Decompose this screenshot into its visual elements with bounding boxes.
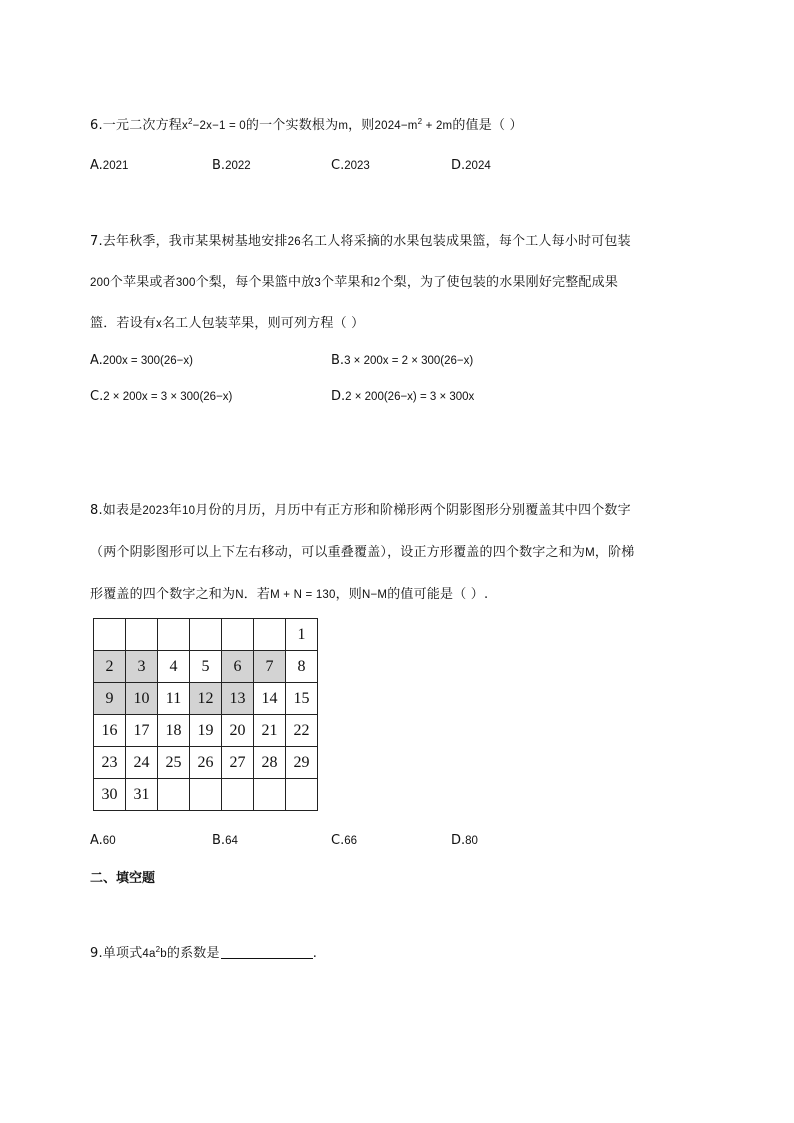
calendar-cell-empty xyxy=(222,779,254,811)
calendar-cell-28: 28 xyxy=(254,747,286,779)
calendar-cell-7: 7 xyxy=(254,651,286,683)
calendar-cell-22: 22 xyxy=(286,715,318,747)
calendar-cell-14: 14 xyxy=(254,683,286,715)
calendar-cell-27: 27 xyxy=(222,747,254,779)
question-8-line-3: 形覆盖的四个数字之和为N．若M + N = 130，则N−M的值可能是（ ）. xyxy=(90,587,489,602)
calendar-cell-empty xyxy=(158,779,190,811)
calendar-cell-16: 16 xyxy=(94,715,126,747)
calendar-cell-23: 23 xyxy=(94,747,126,779)
q7-option-a: A.200x = 300(26−x) xyxy=(90,353,193,368)
calendar-cell-2: 2 xyxy=(94,651,126,683)
calendar-cell-10: 10 xyxy=(126,683,158,715)
calendar-cell-15: 15 xyxy=(286,683,318,715)
q7-option-d: D.2 × 200(26−x) = 3 × 300x xyxy=(331,389,475,404)
calendar-cell-empty xyxy=(126,619,158,651)
calendar-cell-empty xyxy=(254,619,286,651)
q6-option-c: C.2023 xyxy=(331,158,370,173)
q6-option-b: B.2022 xyxy=(212,158,251,173)
q7-option-c: C.2 × 200x = 3 × 300(26−x) xyxy=(90,389,233,404)
question-7-line-2: 200个苹果或者300个梨，每个果篮中放3个苹果和2个梨，为了使包装的水果刚好完整配成果 xyxy=(90,275,619,290)
october-calendar-table xyxy=(93,618,318,811)
calendar-cell-17: 17 xyxy=(126,715,158,747)
calendar-row xyxy=(94,779,318,811)
section-2-heading: 二、填空题 xyxy=(90,871,156,886)
calendar-cell-empty xyxy=(158,619,190,651)
calendar-cell-6: 6 xyxy=(222,651,254,683)
question-6-stem: 6.一元二次方程$x^2-2x-1 = 0$的一个实数根为m，则$2024-m^2 + 2m$的值是（ ） xyxy=(90,117,523,133)
calendar-row xyxy=(94,651,318,683)
calendar-cell-24: 24 xyxy=(126,747,158,779)
question-8-line-1: 8.如表是2023年10月份的月历，月历中有正方形和阶梯形两个阴影图形分别覆盖其中四个数字 xyxy=(90,503,631,518)
calendar-cell-21: 21 xyxy=(254,715,286,747)
question-8-line-2: （两个阴影图形可以上下左右移动，可以重叠覆盖），设正方形覆盖的四个数字之和为M，阶梯 xyxy=(90,545,635,560)
calendar-cell-12: 12 xyxy=(190,683,222,715)
calendar-cell-empty xyxy=(94,619,126,651)
calendar-cell-8: 8 xyxy=(286,651,318,683)
q6-option-a: A.2021 xyxy=(90,158,129,173)
calendar-cell-31: 31 xyxy=(126,779,158,811)
calendar-cell-empty xyxy=(190,619,222,651)
answer-blank[interactable] xyxy=(221,946,313,959)
calendar-cell-1: 1 xyxy=(286,619,318,651)
calendar-row xyxy=(94,747,318,779)
calendar-cell-29: 29 xyxy=(286,747,318,779)
question-9-stem: 9.单项式$4a^2b$的系数是 . xyxy=(90,945,318,961)
question-7-line-3: 篮．若设有x名工人包装苹果，则可列方程（ ） xyxy=(90,316,365,331)
calendar-cell-9: 9 xyxy=(94,683,126,715)
question-7-line-1: 7.去年秋季，我市某果树基地安排26名工人将采摘的水果包装成果篮，每个工人每小时可包装 xyxy=(90,234,631,249)
calendar-row xyxy=(94,683,318,715)
calendar-cell-25: 25 xyxy=(158,747,190,779)
q8-option-c: C.66 xyxy=(331,833,358,848)
calendar-cell-empty xyxy=(254,779,286,811)
calendar-cell-30: 30 xyxy=(94,779,126,811)
calendar-cell-26: 26 xyxy=(190,747,222,779)
q8-option-a: A.60 xyxy=(90,833,116,848)
calendar-cell-4: 4 xyxy=(158,651,190,683)
calendar-cell-3: 3 xyxy=(126,651,158,683)
calendar-cell-19: 19 xyxy=(190,715,222,747)
calendar-cell-empty xyxy=(286,779,318,811)
calendar-row xyxy=(94,715,318,747)
q6-option-d: D.2024 xyxy=(451,158,491,173)
calendar-row xyxy=(94,619,318,651)
q8-option-d: D.80 xyxy=(451,833,478,848)
calendar-cell-5: 5 xyxy=(190,651,222,683)
calendar-cell-empty xyxy=(190,779,222,811)
q8-option-b: B.64 xyxy=(212,833,238,848)
calendar-cell-20: 20 xyxy=(222,715,254,747)
calendar-cell-11: 11 xyxy=(158,683,190,715)
calendar-cell-empty xyxy=(222,619,254,651)
q7-option-b: B.3 × 200x = 2 × 300(26−x) xyxy=(331,353,474,368)
calendar-cell-13: 13 xyxy=(222,683,254,715)
calendar-cell-18: 18 xyxy=(158,715,190,747)
